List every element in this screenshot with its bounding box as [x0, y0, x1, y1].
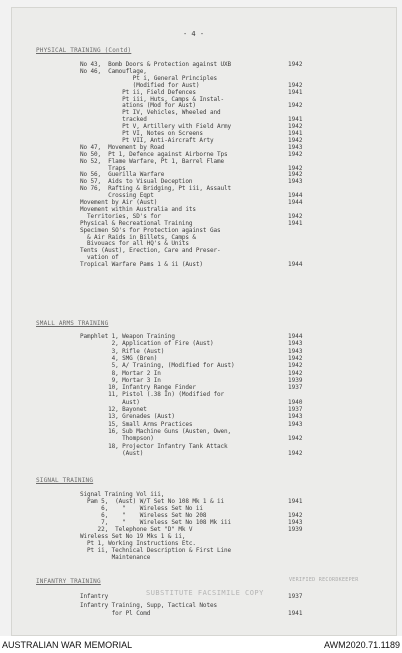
- publication-year: 1944: [288, 199, 303, 206]
- publication-year: 1937: [288, 384, 303, 392]
- publication-title: No 76, Rafting & Bridging, Pt iii, Assault: [80, 185, 232, 193]
- publication-title: Pt iii, Huts, Camps & Instal-: [80, 95, 225, 103]
- publication-title: 3, Rifle (Aust): [80, 347, 165, 355]
- publication-title: 7, " Wireless Set No 108 Mk iii: [80, 519, 232, 526]
- publication-year: 1943: [288, 413, 303, 421]
- publication-year: 1940: [288, 398, 303, 406]
- publication-title: 5, A/ Training, (Modified for Aust): [80, 362, 235, 370]
- publication-title: Territories, SD's for: [80, 212, 161, 220]
- publication-title: Tropical Warfare Pams 1 & ii (Aust): [80, 261, 203, 269]
- faint-overprint: SUBSTITUTE FACSIMILE COPY: [146, 589, 264, 597]
- publication-year: 1942: [288, 81, 303, 89]
- publication-year: 1943: [288, 420, 303, 428]
- publication-year: 1941: [288, 116, 303, 124]
- publication-title: Pamphlet 1, Weapon Training: [80, 333, 175, 340]
- publication-title: Tents (Aust), Erection, Care and Preser-: [80, 247, 221, 255]
- publication-year: 1941: [288, 610, 303, 618]
- publication-title: Physical & Recreational Training: [80, 219, 193, 227]
- publication-year: 1942: [288, 212, 303, 220]
- publication-title: No 50, Pt 1, Defence against Airborne Tps: [80, 150, 228, 158]
- section-heading: SIGNAL TRAINING: [36, 477, 94, 484]
- publication-year: 1944: [288, 333, 303, 340]
- publication-year: 1941: [288, 498, 303, 505]
- publication-title: 10, Infantry Range Finder: [80, 384, 196, 392]
- archive-footer: [0, 636, 402, 653]
- publication-year: 1943: [288, 519, 303, 526]
- publication-year: 1939: [288, 526, 303, 533]
- publication-title: Specimen SO's for Protection against Gas: [80, 226, 221, 234]
- publication-year: 1942: [288, 369, 303, 377]
- publication-title: Infantry Training, Supp, Tactical Notes: [80, 601, 217, 609]
- publication-title: Pt ii, Technical Description & First Line: [80, 547, 232, 554]
- publication-title: 22, Telephone Set "D" Mk V: [80, 526, 193, 533]
- publication-title: Aust): [80, 398, 140, 406]
- publication-title: No 57, Aids to Visual Deception: [80, 178, 193, 186]
- publication-year: 1939: [288, 376, 303, 384]
- publication-year: 1941: [288, 130, 303, 137]
- publication-title: Infantry: [80, 593, 109, 600]
- publication-year: 1942: [288, 123, 303, 131]
- publication-title: Movement within Australia and its: [80, 205, 196, 213]
- publication-title: & Air Raids in Billets, Camps &: [80, 233, 196, 241]
- publication-title: vation of: [80, 254, 119, 262]
- publication-year: 1937: [288, 406, 303, 413]
- footer-institution: AUSTRALIAN WAR MEMORIAL: [2, 640, 133, 650]
- publication-title: tracked: [80, 116, 147, 124]
- publication-title: No 47, Movement by Road: [80, 143, 165, 151]
- publication-title: Wireless Set No 19 Mks 1 & ii,: [80, 533, 186, 540]
- page-number: - 4 -: [183, 30, 205, 38]
- footer-accession-number: AWM2020.71.1189: [323, 640, 400, 650]
- publication-year: 1942: [288, 136, 303, 144]
- publication-year: 1943: [288, 340, 303, 348]
- publication-title: 9, Mortar 3 In: [80, 376, 161, 384]
- publication-title: Pt VI, Notes on Screens: [80, 130, 203, 137]
- publication-year: 1941: [288, 219, 303, 227]
- publication-title: No 46, Camouflage,: [80, 67, 147, 75]
- publication-year: 1943: [288, 178, 303, 186]
- publication-title: No 43, Bomb Doors & Protection against UXB: [80, 61, 232, 68]
- publication-year: 1942: [288, 102, 303, 110]
- publication-title: ations (Mod for Aust): [80, 102, 196, 110]
- publication-year: 1942: [288, 435, 303, 443]
- publication-title: (Aust): [80, 449, 144, 457]
- publication-title: 11, Pistol (.38 In) (Modified for: [80, 391, 225, 399]
- publication-title: Signal Training Vol iii,: [80, 491, 165, 498]
- publication-year: 1942: [288, 362, 303, 370]
- publication-title: for Pl Comd: [80, 610, 151, 618]
- publication-year: 1941: [288, 88, 303, 96]
- publication-title: 4, SMG (Bren): [80, 354, 158, 362]
- publication-title: 13, Grenades (Aust): [80, 413, 175, 421]
- publication-title: 8, Mortar 2 In: [80, 369, 161, 377]
- publication-year: 1942: [288, 150, 303, 158]
- publication-year: 1942: [288, 164, 303, 172]
- publication-title: 18, Projector Infantry Tank Attack: [80, 442, 228, 450]
- publication-year: 1942: [288, 354, 303, 362]
- publication-title: (Modified for Aust): [80, 81, 200, 89]
- publication-year: 1944: [288, 192, 303, 200]
- publication-title: No 52, Flame Warfare, Pt 1, Barrel Flame: [80, 157, 225, 165]
- publication-year: 1944: [288, 261, 303, 269]
- publication-title: 2, Application of Fire (Aust): [80, 340, 214, 348]
- publication-year: 1943: [288, 143, 303, 151]
- publication-title: Pt VII, Anti-Aircraft Arty: [80, 136, 214, 144]
- verification-stamp: VERIFIED RECORDKEEPER: [289, 577, 359, 583]
- publication-title: Maintenance: [80, 554, 151, 561]
- publication-title: Thompson): [80, 435, 154, 443]
- publication-title: 6, " Wireless Set No 208: [80, 512, 207, 519]
- publication-year: 1942: [288, 512, 303, 519]
- section-heading: INFANTRY TRAINING: [36, 578, 101, 585]
- publication-title: Bivouacs for all HQ's & Units: [80, 240, 189, 248]
- publication-title: Movement by Air (Aust): [80, 199, 158, 206]
- publication-title: 12, Bayonet: [80, 406, 147, 413]
- section-heading: PHYSICAL TRAINING (Contd): [36, 47, 132, 54]
- publication-title: Traps: [80, 164, 126, 172]
- publication-year: 1942: [288, 171, 303, 179]
- publication-title: Pt V, Artillery with Field Army: [80, 123, 232, 131]
- publication-title: 15, Small Arms Practices: [80, 420, 193, 428]
- publication-title: Pam 5, (Aust) W/T Set No 108 Mk 1 & ii: [80, 498, 225, 505]
- publication-year: 1942: [288, 449, 303, 457]
- publication-year: 1937: [288, 593, 303, 600]
- publication-title: Pt i, General Principles: [80, 74, 217, 82]
- publication-title: Crossing Eqpt: [80, 192, 154, 200]
- publication-year: 1942: [288, 61, 303, 68]
- publication-title: Pt IV, Vehicles, Wheeled and: [80, 109, 221, 117]
- publication-title: 16, Sub Machine Guns (Austen, Owen,: [80, 427, 232, 435]
- publication-year: 1943: [288, 347, 303, 355]
- publication-title: Pt 1, Working Instructions Etc.: [80, 540, 196, 547]
- section-heading: SMALL ARMS TRAINING: [36, 320, 109, 327]
- publication-title: Pt ii, Field Defences: [80, 88, 196, 96]
- publication-title: 6, " Wireless Set No ii: [80, 505, 203, 512]
- publication-title: No 56, Guerilla Warfare: [80, 171, 165, 179]
